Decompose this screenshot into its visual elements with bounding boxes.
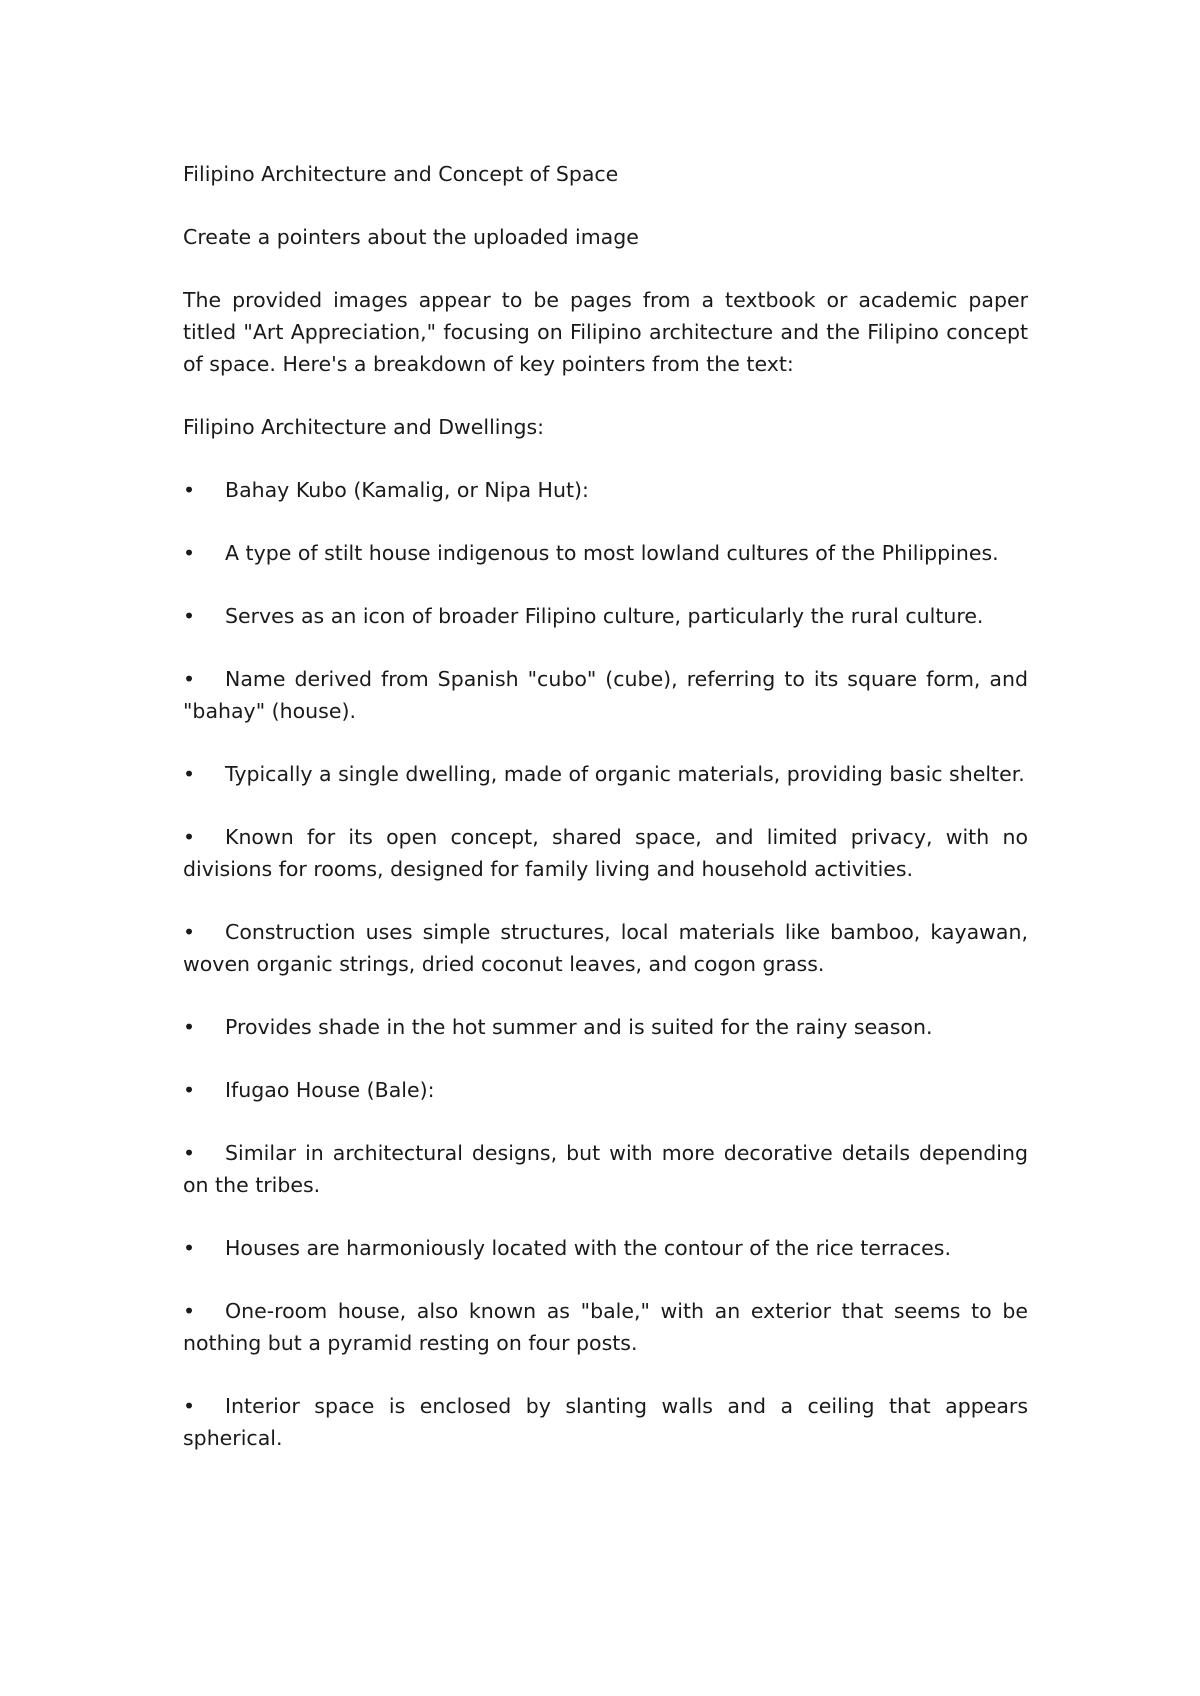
bullet-icon: •: [183, 667, 196, 691]
list-item: [183, 1074, 1028, 1106]
bullet-icon: •: [183, 604, 196, 628]
list-item-text: Typically a single dwelling, made of organic materials, providing basic shelter.: [225, 762, 1025, 786]
list-item: [183, 600, 1028, 632]
list-item-text: Name derived from Spanish "cubo" (cube), referring to its square form, and "bahay" (house).: [183, 667, 1028, 723]
bullet-icon: •: [183, 1299, 196, 1323]
list-item: [183, 758, 1028, 790]
bullet-icon: •: [183, 478, 196, 502]
bullet-list: [183, 474, 1028, 1454]
intro-paragraph: The provided images appear to be pages from a textbook or academic paper titled "Art Appreciation," focusing on Filipino architecture and the Filipino concept of space. Here's a breakdown of key pointers from the text:: [183, 288, 1028, 376]
document-page: [183, 158, 1028, 1485]
bullet-icon: •: [183, 541, 196, 565]
bullet-icon: •: [183, 1236, 196, 1260]
bullet-icon: •: [183, 920, 196, 944]
list-item-text: Construction uses simple structures, local materials like bamboo, kayawan, woven organic strings, dried coconut leaves, and cogon grass.: [183, 920, 1028, 976]
list-item: [183, 821, 1028, 885]
list-item-text: Serves as an icon of broader Filipino culture, particularly the rural culture.: [225, 604, 984, 628]
bullet-icon: •: [183, 1015, 196, 1039]
list-item-text: Similar in architectural designs, but with more decorative details depending on the tribes.: [183, 1141, 1028, 1197]
list-item: [183, 1232, 1028, 1264]
bullet-icon: •: [183, 825, 196, 849]
list-item: [183, 1390, 1028, 1454]
list-item-text: A type of stilt house indigenous to most lowland cultures of the Philippines.: [225, 541, 999, 565]
section-heading: Filipino Architecture and Dwellings:: [183, 415, 545, 439]
list-item: [183, 1011, 1028, 1043]
list-item-text: Bahay Kubo (Kamalig, or Nipa Hut):: [225, 478, 589, 502]
list-item: [183, 916, 1028, 980]
prompt-text: Create a pointers about the uploaded image: [183, 225, 639, 249]
list-item-text: Ifugao House (Bale):: [225, 1078, 435, 1102]
list-item-text: One-room house, also known as "bale," with an exterior that seems to be nothing but a pyramid resting on four posts.: [183, 1299, 1028, 1355]
bullet-icon: •: [183, 762, 196, 786]
list-item-text: Interior space is enclosed by slanting walls and a ceiling that appears spherical.: [183, 1394, 1028, 1450]
list-item-text: Known for its open concept, shared space, and limited privacy, with no divisions for rooms, designed for family living and household activities.: [183, 825, 1028, 881]
list-item: [183, 1137, 1028, 1201]
list-item-text: Houses are harmoniously located with the contour of the rice terraces.: [225, 1236, 951, 1260]
list-item: [183, 663, 1028, 727]
list-item: [183, 537, 1028, 569]
document-title: Filipino Architecture and Concept of Space: [183, 162, 619, 186]
list-item-text: Provides shade in the hot summer and is suited for the rainy season.: [225, 1015, 933, 1039]
list-item: [183, 1295, 1028, 1359]
bullet-icon: •: [183, 1394, 196, 1418]
list-item: [183, 474, 1028, 506]
bullet-icon: •: [183, 1141, 196, 1165]
bullet-icon: •: [183, 1078, 196, 1102]
